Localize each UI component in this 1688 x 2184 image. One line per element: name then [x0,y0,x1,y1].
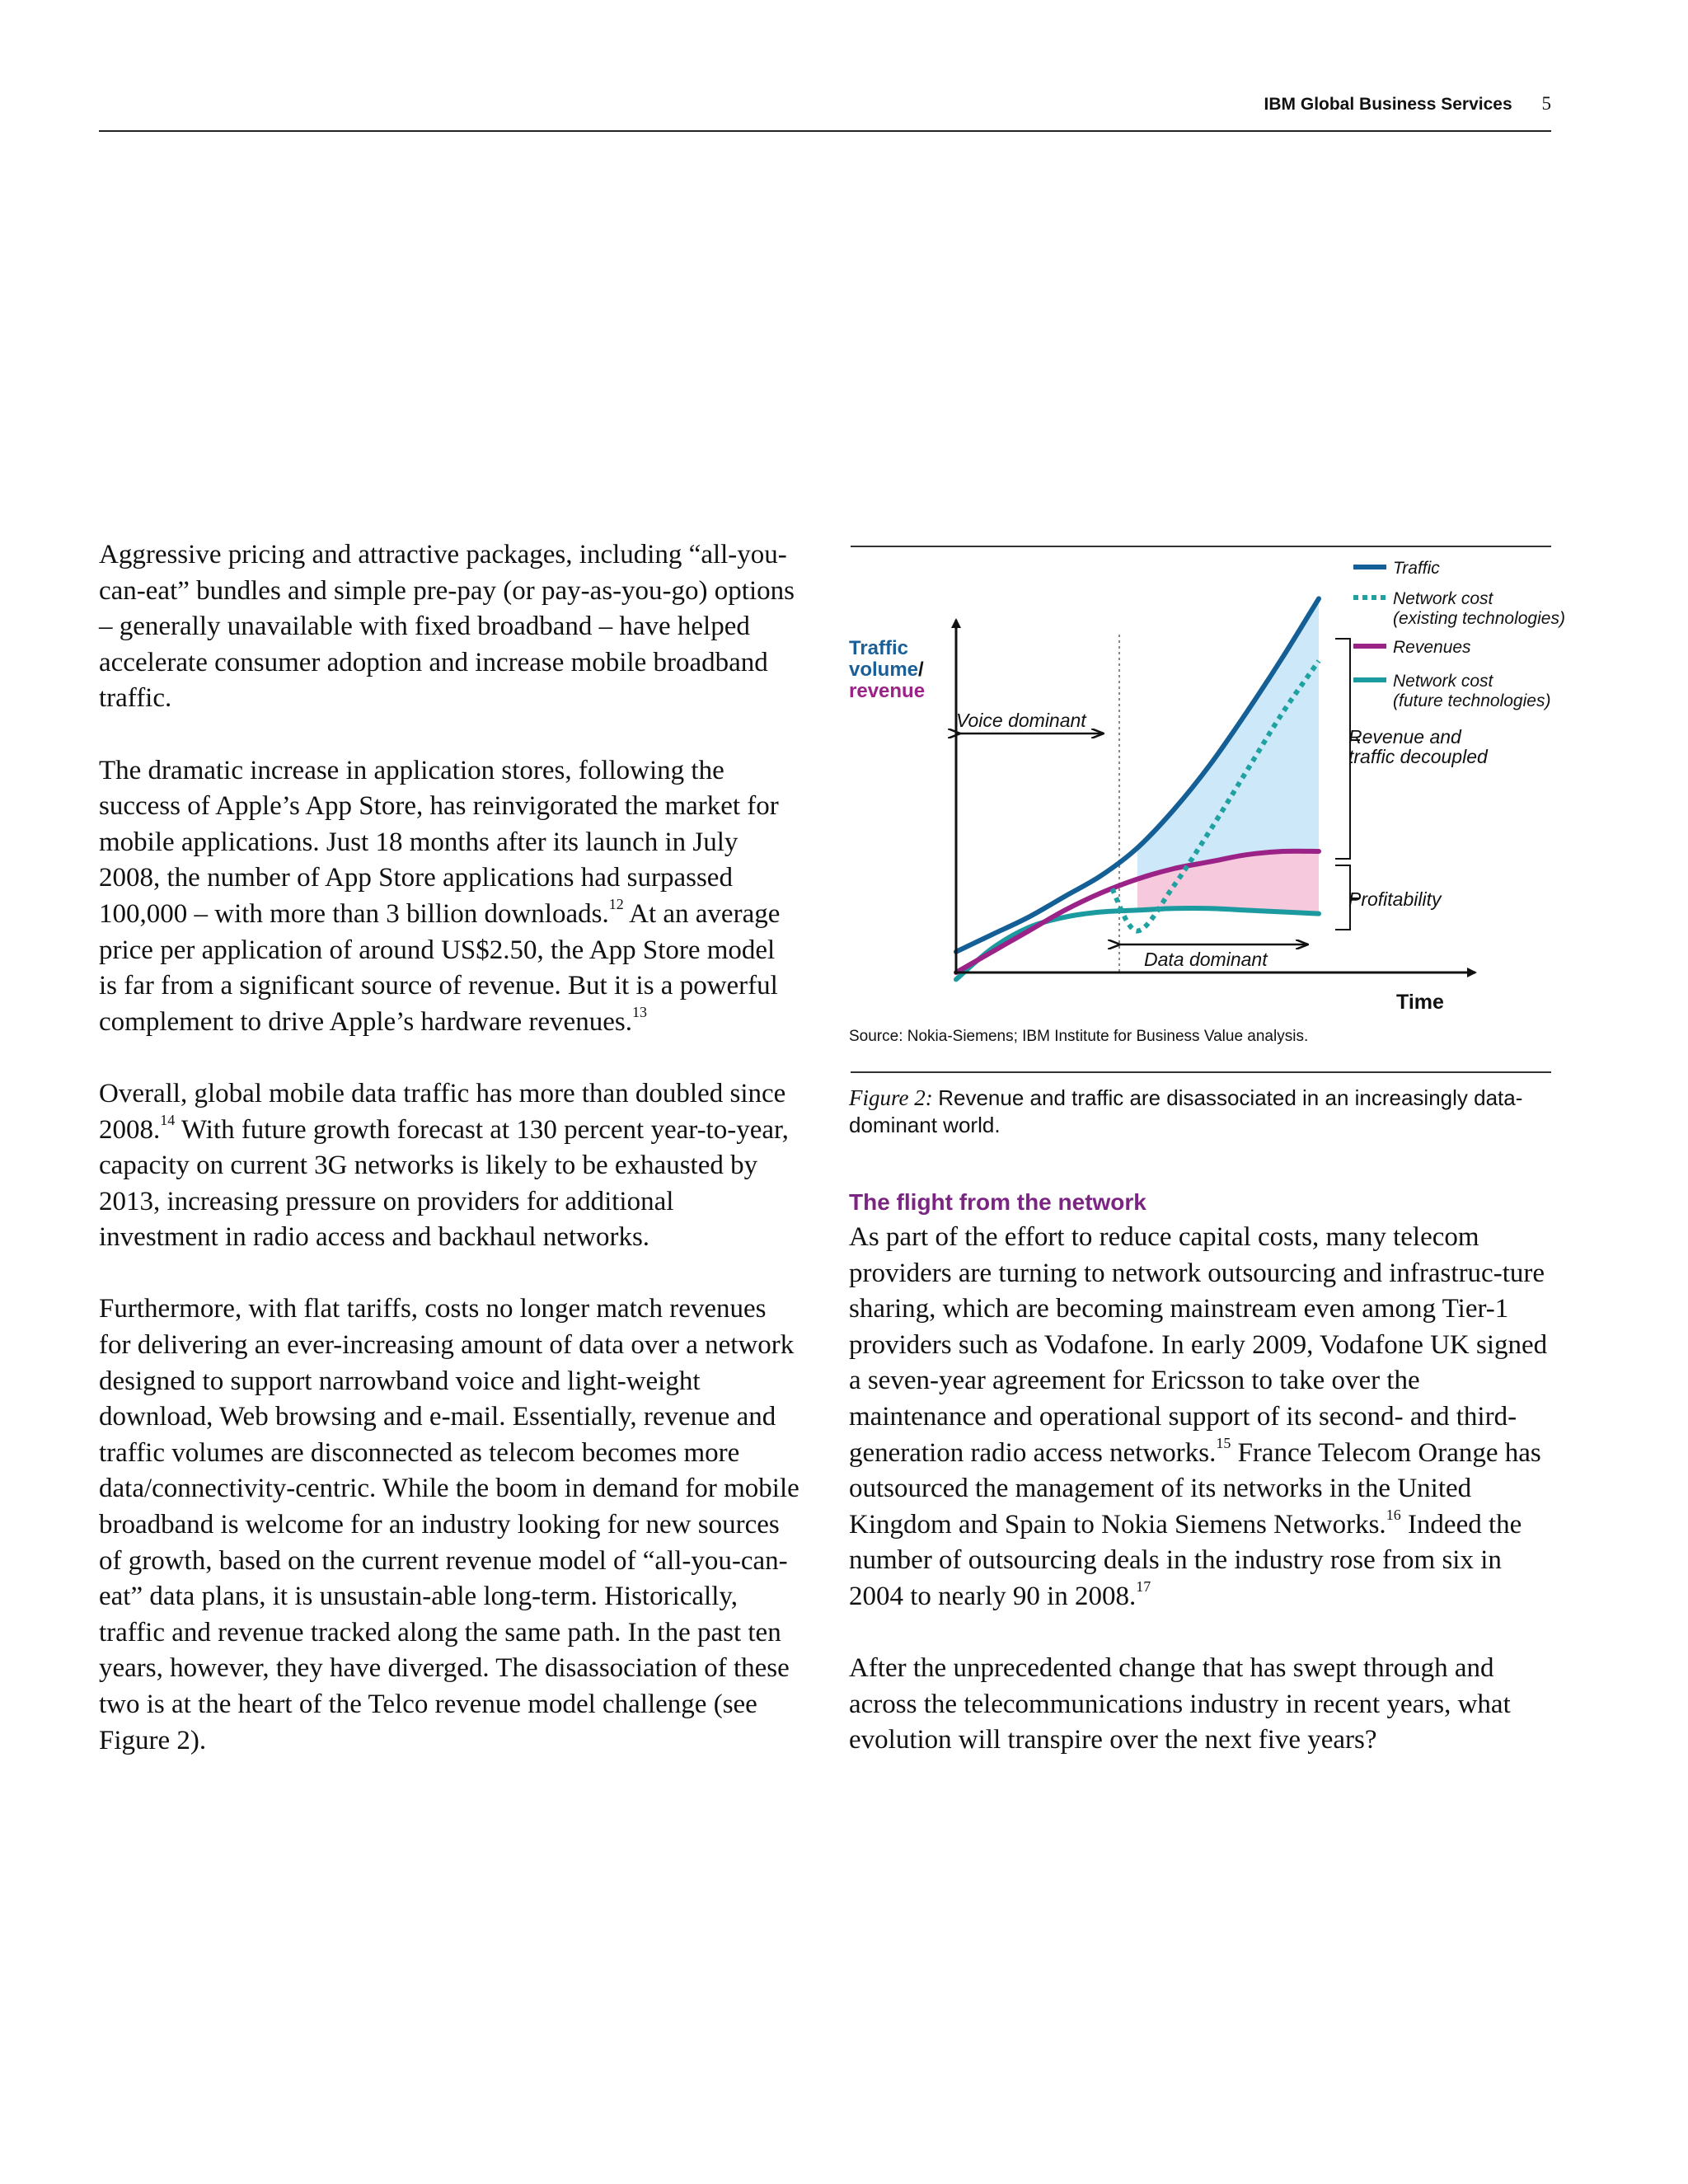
data-dominant-label: Data dominant [1144,949,1268,970]
paragraph-text: The dramatic increase in application stores, following the success of Apple’s App Store, has reinvigorated the market for mobile applications. Just 18 months after its launch in July 2008, the number of App Store applications had surpassed 100,000 – with more than 3 billion downloads. [99,755,779,929]
figure-bottom-rule [851,1071,1551,1073]
paragraph-text: Aggressive pricing and attractive packages, including “all-you-can-eat” bundles and simple pre-pay (or pay-as-you-go) options – generally unavailable with fixed broadband – have helped accelerate consumer adoption and increase mobile broadband traffic. [99,540,795,714]
x-axis-label: Time [1396,991,1444,1014]
footnote-ref: 13 [631,1003,647,1020]
right-column [849,1185,1558,1795]
voice-dominant-label: Voice dominant [956,710,1086,731]
profitability-label: Profitability [1348,888,1442,910]
legend-label-network-cost-future: Network cost [1393,672,1493,691]
paragraph-text: Furthermore, with flat tariffs, costs no longer match revenues for delivering an ever-increasing amount of data over a network designed to support narrowband voice and light-weight download, Web browsing and e-mail. Essentially, revenue and traffic volumes are disconnected as telecom becomes more data/connectivity-centric. While the boom in demand for mobile broadband is welcome for an industry looking for new sources of growth, based on the current revenue model of “all-you-can-eat” data plans, it is unsustain-able long-term. Historically, traffic and revenue tracked along the same path. In the past ten years, however, they have diverged. The disassociation of these two is at the heart of the Telco revenue model challenge (see Figure 2). [99,1294,799,1755]
paragraph [99,753,799,1041]
traffic-revenue-chart [841,560,1582,1022]
y-axis-label-line2: volume/ [849,658,924,681]
header-org: IBM Global Business Services [1264,95,1512,114]
header-rule [99,130,1551,132]
paragraph-text: France Telecom Orange has outsourced the management of its networks in the United Kingdom and Spain to Nokia Siemens Networks. [849,1437,1541,1540]
footnote-ref: 12 [608,895,624,912]
footnote-ref: 14 [160,1111,176,1128]
legend-sublabel-future: (future technologies) [1393,691,1551,710]
footnote-ref: 17 [1136,1577,1151,1595]
chart-legend [1353,560,1565,710]
paragraph-text: Indeed the number of outsourcing deals in the industry rose from six in 2004 to nearly 90 in 2008. [849,1509,1522,1611]
section-heading: The flight from the network [849,1189,1146,1215]
decoupled-label-line1: Revenue and [1348,726,1461,748]
figure-caption-text: Revenue and traffic are disassociated in an increasingly data-dominant world. [849,1085,1523,1137]
figure-top-rule [851,546,1551,547]
left-column [99,537,799,1795]
paragraph [849,1651,1558,1759]
y-axis-label-line3: revenue [849,680,926,702]
figure-source: Source: Nokia-Siemens; IBM Institute for Business Value analysis. [849,1028,1309,1045]
paragraph-text: With future growth forecast at 130 percent year-to-year, capacity on current 3G networks is likely to be exhausted by 2013, increasing pressure on providers for additional investment in radio access and backhaul networks. [99,1114,789,1253]
paragraph-text: As part of the effort to reduce capital costs, many telecom providers are turning to network outsourcing and infrastruc-ture sharing, which are becoming mainstream even among Tier-1 providers such as Vodafone. In early 2009, Vodafone UK signed a seven-year agreement for Ericsson to take over the maintenance and operational support of its second- and third-generation radio access networks. [849,1222,1548,1468]
legend-sublabel-existing: (existing technologies) [1393,609,1565,628]
footnote-ref: 16 [1386,1506,1401,1523]
paragraph-text: At an average price per application of around US$2.50, the App Store model is far from a significant source of revenue. But it is a powerful complement to drive Apple’s hardware revenues. [99,898,781,1037]
legend-label-traffic: Traffic [1393,560,1440,578]
paragraph [99,537,799,717]
legend-label-revenues: Revenues [1393,638,1471,657]
legend-label-network-cost-existing: Network cost [1393,589,1493,608]
footnote-ref: 15 [1216,1434,1231,1451]
page-number: 5 [1541,93,1551,114]
y-axis-label-line1: Traffic [849,637,909,659]
paragraph [849,1220,1558,1615]
paragraph-text: After the unprecedented change that has swept through and across the telecommunications industry in recent years, what evolution will transpire over the next five years? [849,1653,1511,1755]
figure-label: Figure 2: [849,1085,933,1110]
figure-caption [849,1085,1550,1139]
decoupled-label-line2: traffic decoupled [1348,746,1488,767]
page-header [1264,93,1551,115]
paragraph-text: Overall, global mobile data traffic has more than doubled since 2008. [99,1078,786,1145]
paragraph [99,1291,799,1759]
paragraph [99,1076,799,1256]
